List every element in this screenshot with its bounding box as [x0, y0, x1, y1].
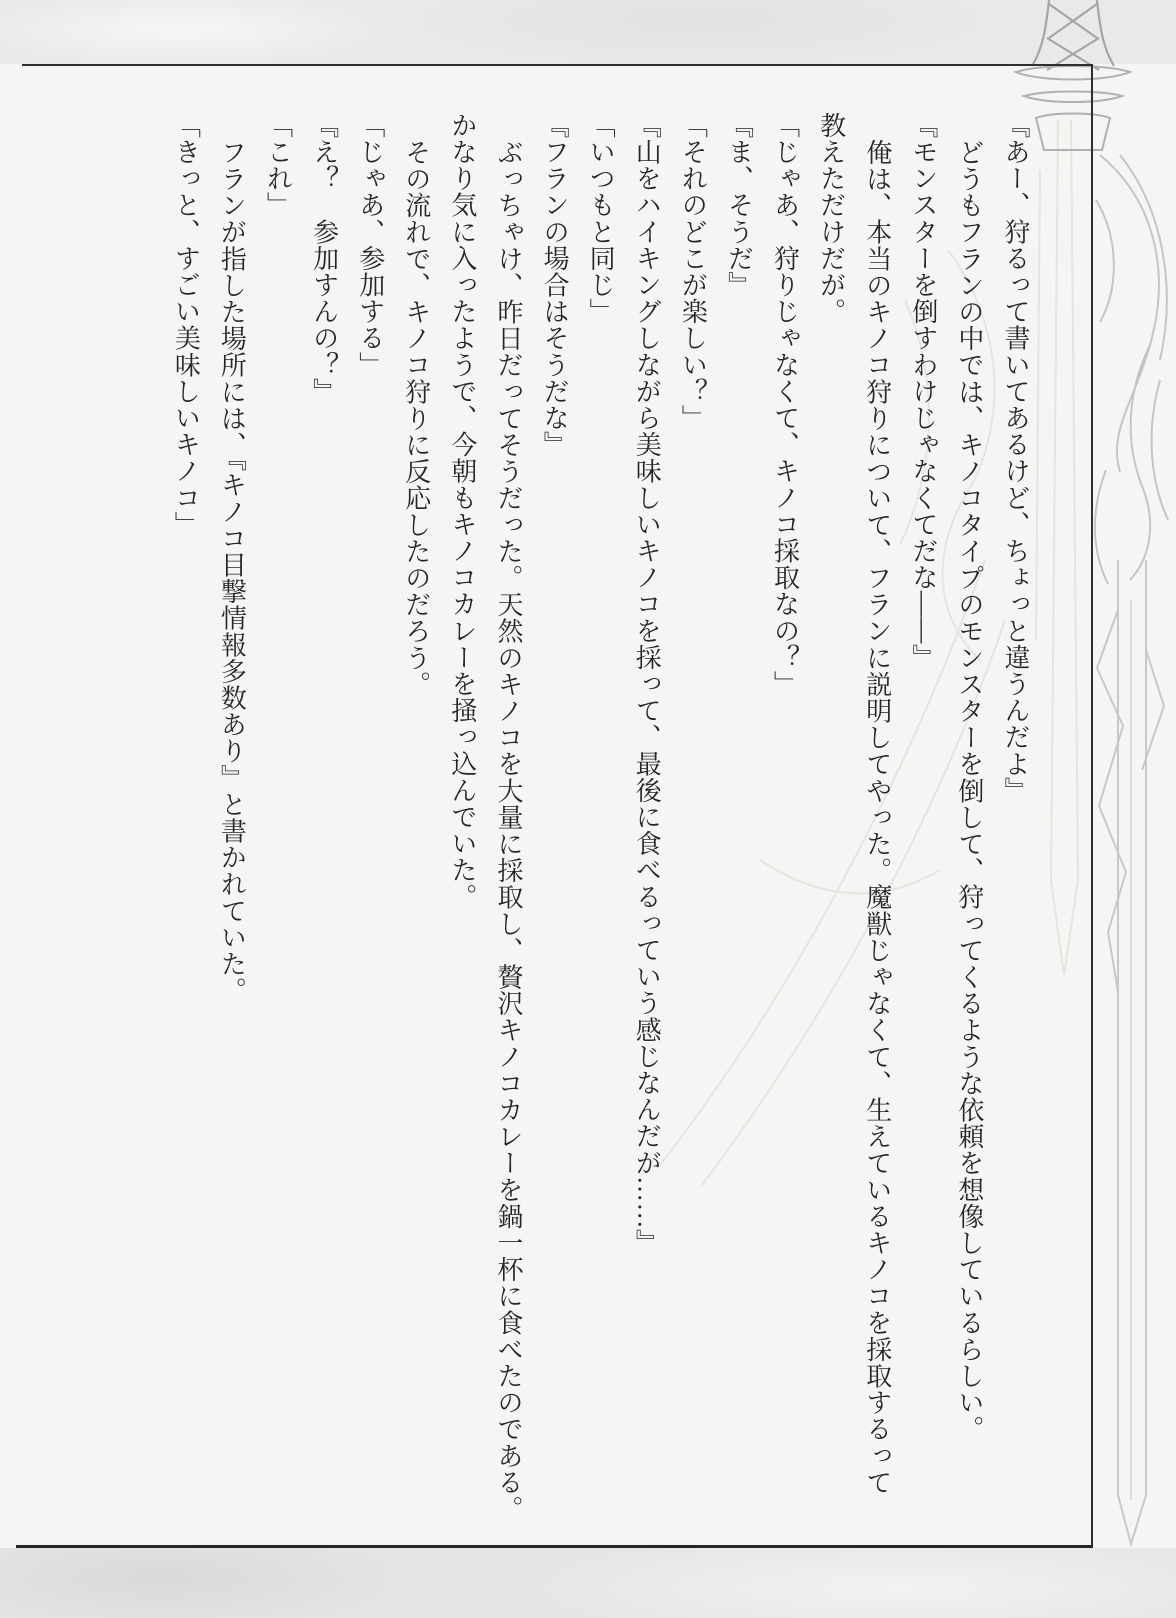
text-column: 『山をハイキングしながら美味しいキノコを採って、最後に食べるっていう感じなんだが……』: [632, 112, 662, 1256]
text-column: かなり気に入ったようで、今朝もキノコカレーを掻っ込んでいた。: [447, 112, 477, 910]
text-column: その流れで、キノコ狩りに反応したのだろう。: [401, 139, 431, 698]
text-column: 「これ」: [263, 112, 293, 219]
page-edge-bottom: [0, 1548, 1176, 1618]
text-column: 教えただけだが。: [816, 112, 846, 325]
text-column: 「いつもと同じ」: [586, 112, 616, 325]
text-column: 「それのどこが楽しい？」: [678, 112, 708, 432]
frame-rule-right: [1091, 64, 1093, 1547]
frame-rule-top: [22, 64, 1093, 66]
text-column: 「じゃあ、狩りじゃなくて、キノコ採取なの？」: [770, 112, 800, 698]
text-column: 『フランの場合はそうだな』: [540, 112, 570, 458]
text-column: 『ま、そうだ』: [724, 112, 754, 299]
text-column: 俺は、本当のキノコ狩りについて、フランに説明してやった。魔獣じゃなくて、生えているキノコを採取するって: [862, 139, 892, 1496]
page-edge-top: [0, 0, 1176, 64]
text-column: 「きっと、すごい美味しいキノコ」: [171, 112, 201, 538]
text-column: 『モンスターを倒すわけじゃなくてだな――』: [908, 112, 938, 671]
text-column: どうもフランの中では、キノコタイプのモンスターを倒して、狩ってくるような依頼を想像しているらしい。: [954, 139, 984, 1443]
text-column: 『え？ 参加すんの？』: [309, 112, 339, 405]
text-column: 「じゃあ、参加する」: [355, 112, 385, 378]
novel-text-block: [162, 112, 1038, 1554]
text-column: フランが指した場所には、『キノコ目撃情報多数あり』と書かれていた。: [217, 139, 247, 1004]
text-column: 『あー、狩るって書いてあるけど、ちょっと違うんだよ』: [1001, 112, 1030, 804]
text-column: ぶっちゃけ、昨日だってそうだった。天然のキノコを大量に採取し、贅沢キノコカレーを鍋一杯に食べたのである。: [493, 139, 523, 1523]
